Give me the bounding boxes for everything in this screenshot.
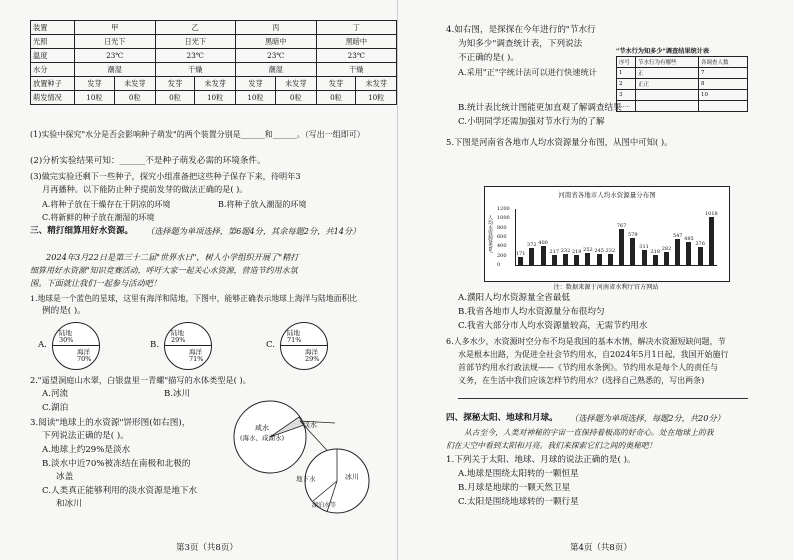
page-footer: 第3页（共8页） [176, 543, 238, 553]
question-4-5: 5.下图是河南省各地市人均水资源量分布图，从图中可知( )。 [446, 137, 673, 147]
bar [585, 253, 590, 265]
section-3-note: （选择题为单项选择，第6题4分，其余每题2分，共14分） [146, 226, 361, 236]
question-3-1b: 例的是( )。 [42, 306, 86, 316]
water-resources-bar-chart [484, 186, 730, 282]
survey-table [616, 56, 748, 112]
question-2-3b: 月再播种。以下能防止种子提前发芽的做法正确的是( )。 [42, 184, 248, 194]
bar [709, 217, 714, 265]
question-4-4a: 4.如右图，是探探在今年进行的"节水行 [446, 25, 596, 35]
option-a: A.采用"正"字统计法可以进行快速统计 [458, 67, 597, 77]
section-4-note: （选择题为单项选择，每题2分，共20分） [570, 413, 725, 423]
bar [597, 254, 602, 265]
option-a: A.地球上约29%是淡水 [42, 445, 131, 455]
option-c: C.将新鲜的种子放在潮湿的环境 [42, 213, 155, 222]
x-axis [515, 265, 717, 266]
question-4-6a: 6.人多水少，水资源时空分布不均是我国的基本水情，解决水资源短缺问题，节 [446, 337, 726, 346]
bar-value-label: 232 [560, 248, 571, 255]
option-b-cont: 冰盖 [56, 472, 74, 482]
question-4-6c: 首部节约用水行政法规——《节约用水条例》。节约用水是每个人的责任与 [458, 363, 718, 372]
y-tick-label: 800 [497, 224, 507, 231]
question-4-6d: 义务，在生活中我们应该怎样节约用水？(选择自己熟悉的，写出两条) [458, 376, 705, 385]
question-2-1: (1)实验中探究"水分是否会影响种子萌发"的两个装置分别是______和______。（写出一组即可） [30, 130, 365, 139]
bar-value-label: 218 [571, 248, 582, 255]
bar-value-label: 767 [616, 223, 627, 230]
pie-chart-b: 陆地 29% 海洋 71% [164, 322, 212, 370]
table-row: 1 正 7 [617, 68, 748, 79]
glacier-label: 冰川 [345, 473, 359, 481]
option-c: C.我省大部分市人均水资源量较高，无需节约用水 [458, 321, 648, 331]
question-3-2: 2."遥望洞庭山水翠，白银盘里一青螺"描写的水体类型是( )。 [30, 375, 251, 385]
option-b: B.冰川 [164, 389, 191, 399]
table-row: …… [617, 101, 748, 112]
lake-water-label: 湖泊水等 [312, 502, 337, 509]
table-row: 2 正正 8 [617, 79, 748, 90]
salt-water-sublabel: (海水、咸湖水) [240, 434, 285, 442]
option-a: A.濮阳人均水资源量全省最低 [458, 293, 571, 303]
salt-water-label: 咸水 [255, 424, 269, 432]
bar-value-label: 245 [594, 247, 604, 254]
fresh-water-label: 淡水 [303, 421, 317, 429]
bar-value-label: 485 [684, 236, 694, 243]
page-4 [397, 0, 794, 560]
question-4-4b: 为知多少"调查统计表，下列说法 [458, 39, 583, 49]
chart-caption: 注：数据来源于河南省水利厅官方网站 [553, 284, 659, 291]
table-row: 水分 潮湿 干燥 潮湿 干燥 [31, 63, 397, 77]
survey-title: "节水行为知多少"调查结果统计表 [616, 48, 710, 55]
table-row: 3 10 [617, 90, 748, 101]
intro-line: 2024年3月22日是第三十二届"世界水日"，树人小学组织开展了"精打 [46, 252, 299, 262]
option-c: C.小明同学还需加强对节水行为的了解 [458, 117, 605, 127]
bar-value-label: 232 [605, 248, 616, 255]
question-3-3b: 下列说法正确的是( )。 [42, 431, 129, 441]
bar [630, 238, 635, 265]
bar-value-label: 372 [527, 241, 537, 248]
y-tick-label: 0 [497, 262, 501, 268]
pie-letter: B. [150, 340, 160, 350]
bar [529, 248, 534, 265]
intro-line: 从古至今，人类对神秘的宇宙一直保持着极高的好奇心。处在地球上的我 [464, 428, 714, 437]
experiment-table [30, 20, 397, 105]
option-c: C.太阳是围绕地球转的一颗行星 [458, 497, 579, 507]
bar-value-label: 311 [639, 244, 649, 251]
water-resources-figure [225, 395, 377, 517]
question-3-1a: 1.地球是一个蓝色的星球，这里有海洋和陆地，下图中，能够正确表示地球上海洋与陆地面积比 [30, 294, 358, 303]
table-row: 温度 23℃ 23℃ 23℃ 23℃ [31, 49, 397, 63]
y-tick-label: 200 [497, 252, 507, 259]
intro-line: 们在天空中看到太阳和月亮。我们来探索它们之间的奥秘吧！ [446, 441, 657, 450]
table-row: 放置种子 发芽 未发芽 发芽 未发芽 发芽 未发芽 发芽 未发芽 [31, 77, 397, 91]
bar [518, 257, 523, 265]
question-4-6b: 水是根本出路，为促进全社会节约用水，自2024年5月1日起，我国开始施行 [458, 350, 729, 359]
table-row: 光照 日光下 日光下 黑暗中 黑暗中 [31, 35, 397, 49]
question-4-1: 1.下列关于太阳、地球、月球的说法正确的是( )。 [446, 455, 636, 465]
question-4-4c: 不正确的是( )。 [458, 53, 519, 63]
y-tick-label: 400 [497, 243, 507, 250]
y-tick-label: 1000 [497, 215, 510, 222]
bar [675, 239, 680, 265]
bar-value-label: 218 [650, 248, 661, 255]
option-c: C.人类真正能够利用的淡水资源是地下水 [42, 486, 198, 496]
bar [698, 247, 703, 265]
bar [574, 255, 579, 265]
option-c-cont: 和冰川 [56, 499, 82, 509]
answer-line [458, 398, 748, 399]
option-a: A.地球是围绕太阳转的一颗恒星 [458, 469, 579, 479]
bar-value-label: 171 [515, 251, 526, 258]
page-footer: 第4页（共8页） [570, 543, 632, 553]
bar-value-label: 1018 [705, 211, 718, 218]
bar-value-label: 376 [695, 241, 705, 248]
question-2-2: (2)分析实验结果可知：______不是种子萌发必需的环境条件。 [30, 156, 266, 166]
question-3-3a: 3.阅读"地球上的水资源"饼形图(如右图)， [30, 418, 191, 428]
bar-value-label: 282 [661, 245, 672, 252]
pie-chart-a: 陆地 30% 海洋 70% [52, 322, 100, 370]
option-a: A.将种子放在干燥存在于阴凉的环境 [42, 200, 171, 209]
bar [563, 254, 568, 265]
pie-letter: C. [266, 340, 276, 350]
pie-chart-c: 陆地 71% 海洋 29% [280, 322, 328, 370]
y-tick-label: 1200 [497, 206, 510, 212]
option-b: B.淡水中近70%被冻结在南极和北极的 [42, 459, 191, 469]
question-2-3a: (3)做完实验还剩下一些种子，探究小组准备把这些种子保存下来，待明年3 [30, 171, 301, 181]
groundwater-label: 地下水 [296, 475, 316, 483]
bar-value-label: 400 [538, 240, 548, 247]
option-b: B.我省各地市人均水资源量分布很均匀 [458, 307, 605, 317]
bar [653, 255, 658, 265]
bar [552, 255, 557, 265]
y-tick-label: 600 [497, 234, 507, 240]
table-row: 序号 节水行为有哪些 各调查人数 [617, 57, 748, 68]
chart-y-label: 人均水资源量/m³ [487, 215, 493, 254]
section-4-title: 四、探秘太阳、地球和月球。 [446, 413, 558, 423]
option-c: C.湖泊 [42, 403, 69, 413]
option-a: A.河流 [42, 389, 69, 399]
bar-value-label: 547 [672, 233, 683, 240]
intro-line: 细算用好水资源"知识竞赛活动，呼吁大家一起关心水资源，营造节约用水氛 [30, 266, 298, 275]
section-3-title: 三、精打细算用好水资源。 [30, 226, 134, 236]
option-b: B.月球是地球的一颗天然卫星 [458, 483, 571, 493]
bar-value-label: 579 [628, 231, 638, 238]
table-row: 萌发情况 10粒 0粒 0粒 10粒 10粒 0粒 0粒 10粒 [31, 91, 397, 105]
bar [608, 254, 613, 265]
option-b: B.将种子放入潮湿的环境 [218, 200, 307, 209]
intro-line: 围。下面就让我们一起参与活动吧！ [30, 278, 162, 288]
bar-value-label: 252 [583, 247, 593, 254]
pie-letter: A. [38, 340, 47, 350]
bar-value-label: 217 [549, 248, 560, 255]
chart-title: 河南省各地市人均水资源量分布图 [558, 191, 656, 199]
table-row: 装置 甲 乙 丙 丁 [31, 21, 397, 35]
option-b: B.统计表比统计图能更加直观了解调查结果 [458, 103, 622, 113]
bar [664, 252, 669, 265]
